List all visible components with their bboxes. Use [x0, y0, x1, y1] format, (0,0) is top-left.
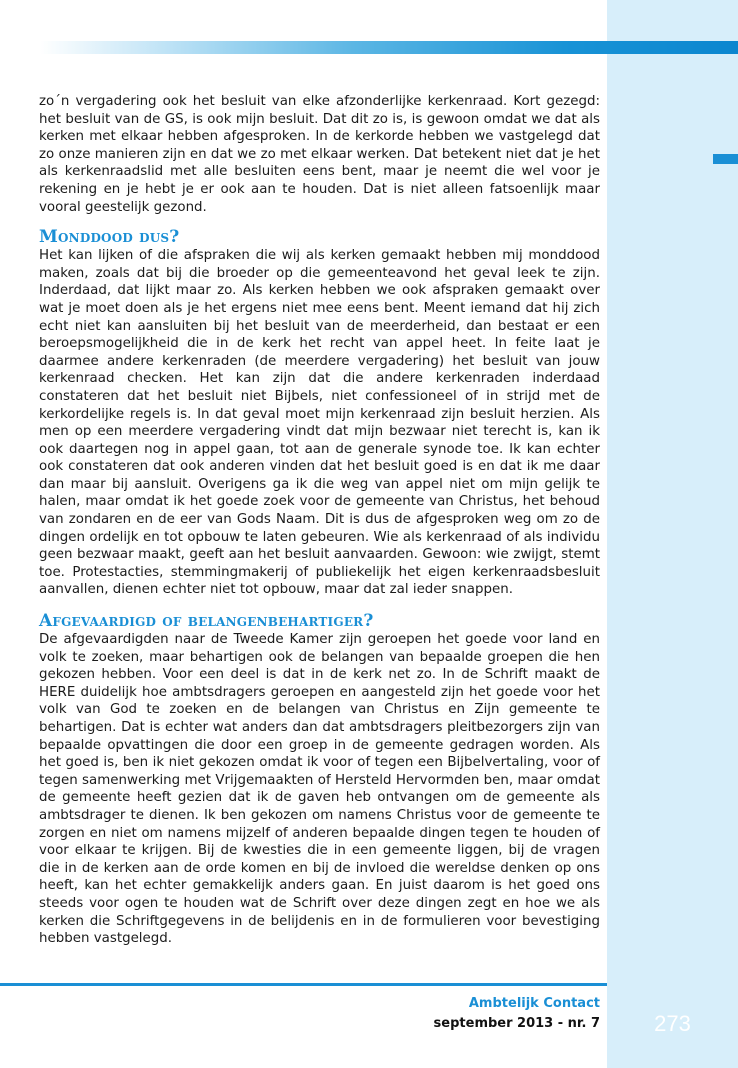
- header-gradient-bar: [40, 41, 738, 54]
- paragraph-2: Het kan lijken of die afspraken die wij als kerken gemaakt hebben mij monddood maken, zoals dat bij die broeder op die gemeenteavond het geval leek te zijn. Inderdaad, dat lijkt maar zo. Als kerken hebben we ook afspraken gemaakt over wat je moet doen als je het ergens niet mee eens bent. Meent iemand dat hij zich echt niet kan aansluiten bij het besluit van de meerderheid, dan bestaat er een beroepsmogelijkheid die in de kerk het recht van appel heet. In feite laat je daarmee andere kerkenraden (de meerdere vergadering) het besluit van jouw kerkenraad checken. Het kan zijn dat die andere kerkenraden inderdaad constateren dat het besluit niet Bijbels, niet confessioneel of in strijd met de kerkordelijke regels is. In dat geval moet mijn kerkenraad zijn besluit herzien. Als men op een meerdere vergadering vindt dat mijn bezwaar niet terecht is, kan ik ook daartegen nog in appel gaan, tot aan de generale synode toe. Ik kan echter ook constateren dat ook anderen vinden dat het besluit goed is en dat ik me daar dan maar bij aansluit. Overigens ga ik die weg van appel niet om mijn gelijk te halen, maar omdat ik het goede zoek voor de gemeente van Christus, het behoud van zondaren en de eer van Gods Naam. Dit is dus de afgesproken weg om zo de dingen ordelijk en tot opbouw te laten gebeuren. Wie als kerkenraad of als individu geen bezwaar maakt, geeft aan het besluit aanvaarden. Gewoon: wie zwijgt, stemt toe. Protestacties, stemmingmakerij of publiekelijk het eigen kerkenraadsbesluit aanvallen, dienen echter niet tot opbouw, maar dat zal ieder snappen.: [39, 248, 600, 598]
- paragraph-1: zo´n vergadering ook het besluit van elke afzonderlijke kerkenraad. Kort gezegd: het besluit van de GS, is ook mijn besluit. Dat dit zo is, is gewoon omdat we dat als kerken met elkaar hebben afgesproken. In de kerkorde hebben we vastgelegd dat zo onze manieren zijn en dat we zo met elkaar werken. Dat betekent niet dat je het als kerkenraadslid met alle besluiten eens bent, maar je neemt die wel voor je rekening en je hebt je er ook aan te houden. Dat is niet alleen fatsoenlijk maar vooral geestelijk gezond.: [39, 94, 600, 215]
- article-body: [39, 93, 600, 948]
- issue-info: september 2013 - nr. 7: [433, 1016, 600, 1031]
- side-marker: [713, 154, 738, 164]
- footer-rule: [0, 983, 607, 986]
- paragraph-3: De afgevaardigden naar de Tweede Kamer zijn geroepen het goede voor land en volk te zoeken, maar behartigen ook de belangen van bepaalde groepen die hen gekozen hebben. Voor een deel is dat in de kerk net zo. In de Schrift maakt de HERE duidelijk hoe ambtsdragers geroepen en aangesteld zijn het goede voor het volk van God te zoeken en de belangen van Christus en Zijn gemeente te behartigen. Dat is echter wat anders dan dat ambtsdragers pleitbezorgers zijn van bepaalde opvattingen die door een groep in de gemeente gedragen worden. Als het goed is, ben ik niet gekozen omdat ik voor of tegen een Bijbelvertaling, voor of tegen samenwerking met Vrijgemaakten of Hersteld Hervormden ben, maar omdat de gemeente heeft gezien dat ik de gaven heb ontvangen om de gemeente als ambtsdrager te dienen. Ik ben gekozen om namens Christus voor de gemeente te zorgen en niet om namens mijzelf of anderen bepaalde dingen tegen te houden of voor elkaar te krijgen. Bij de kwesties die in een gemeente liggen, bij de vragen die in de kerken aan de orde komen en bij de invloed die wereldse denken op ons heeft, kan het echter gemakkelijk anders gaan. En juist daarom is het goed ons steeds voor ogen te houden wat de Schrift over deze dingen zegt en hoe we als kerken die Schriftgegevens in de belijdenis en in de formulieren voor bevestiging hebben vastgelegd.: [39, 632, 600, 947]
- page-number: 273: [654, 1011, 691, 1036]
- heading-monddood-dus: Monddood dus?: [39, 227, 180, 248]
- journal-title: Ambtelijk Contact: [468, 996, 600, 1011]
- heading-afgevaardigd: Afgevaardigd of belangenbehartiger?: [39, 611, 374, 632]
